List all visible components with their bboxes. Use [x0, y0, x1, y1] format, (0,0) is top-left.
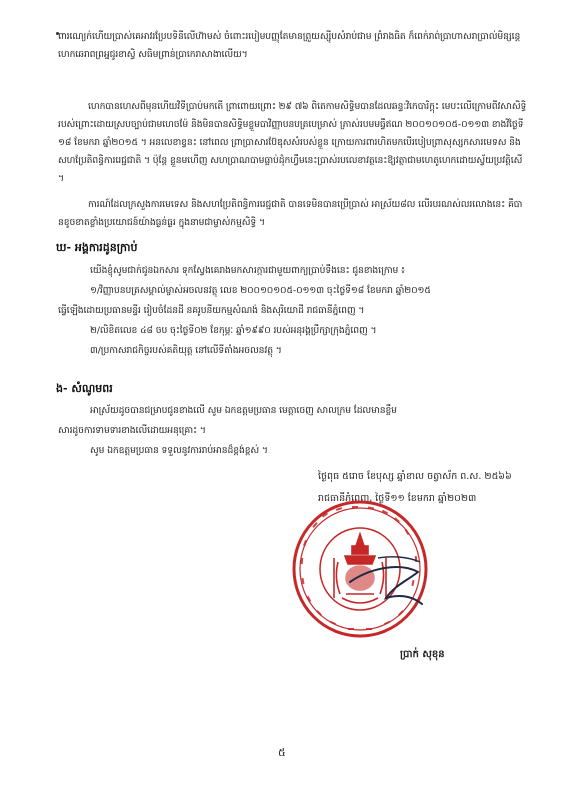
- request-paragraph-cont: សារដូចការទាមទារខាងលើដោយអនុគ្រោះ ។: [58, 425, 206, 436]
- attachment-item-3: ៣/ប្រកាសរាជកិច្ចរបស់គតិយុត្ត នៅលើទីតាំងអចលនវត្ថុ ។: [90, 345, 282, 356]
- section-heading-attachments: ឃ- អង្គការដូនក្រាប់: [56, 241, 138, 254]
- section-heading-request: ង- សំណូមពរ: [56, 382, 113, 395]
- attachment-item-2: ២/លិខិតលេខ ៤៨ ចប ចុះថ្ងៃទី០២ ខែកុម្ភៈ ឆ្នាំ១៩៩០ របស់អនុរង្គប្រឹក្សាក្រុងភ្នំពេញ ។: [90, 325, 377, 336]
- date-lunar: ថ្ងៃពុធ ៥រោច ខែបុស្ស ឆ្នាំខាល ចត្វាស័ក ព.ស. ២៥៦៦: [318, 471, 512, 482]
- signer-name: ប្រាក់ សុខុន: [400, 649, 445, 660]
- closing-line: សូម ឯកឧត្តមប្រធាន ទទួលនូវការរាប់អានដ៏ខ្ពង់ខ្ពស់ ។: [90, 445, 268, 456]
- body-paragraph-3: ការណ៍ដែលក្រសួងការមេទេស និងសហប្រែតិពន្ធិការរេជ្ជជាតិ បានទេមិនបានប្រើប្រាស់ អាស្រ័យ៨ល លើរបរណស់លរលោងនេះ គឺបានខូចខាតខ្លាំងប្រយោជន៍យ៉ាងធ្ងន់ធ្ងរ ក្នុងនាមជាម្ចាស់កម្មសិទ្ធិ ។: [58, 199, 523, 228]
- page-number: ៥: [278, 746, 286, 759]
- attachments-intro: យើងខ្ញុំសូមជាក់ជូនឯកសារ ទុកស្វែងគេរាងមកសារក្ការជាមួយពាក្យប្រាប់ទឹងនេះ ជូនខាងក្រោម ៖: [90, 265, 405, 276]
- attachment-item-1-cont: ធ្វើឡើងដោយប្រធានមន្ទីរ រៀបចំដែនដី នគរូបនីយកម្មសំណង់ និងសុរិយោដី រាជធានីភ្នំពេញ ។: [58, 305, 365, 316]
- body-paragraph-2: ហេកបានហេសពីមុនហើយវិទីប្រាប់មកតើ ព្រាពោយព្រោះ ២៩ ៧៦ ពិតេកាមសិទ្ធិមបានដែលឆន្ទៈវិកេបារិក្តុះ មេបះលើក្រោមពីវសាសិទ្ធិរបស់ព្រោះដោយស្របច្បាប់ជាមហេចម៉ែ និងមិនបានសិទ្ធិមខ្លួមបាវិញ្ញាបនបត្របេម្រាស់ ភ្រាស់របមមធ្វឺឥណ ២០០១០១០៥-០១១៣ ខាងវិថ្ងៃទី១៨ ខែមករា ឆ្នាំ២០១៥ ។ អនលេខាខ្វនះ នៅពេល ព្រាប្រាសារប៊ែឌុសសំរបស់ខ្លួន ក្រោយការពារហិតមកបេីរបៀបព្រាសុស្សកសារមេទស និងសហប្រែតិពន្ធិការរេជ្ជជាតិ ។ ប៉ុន្តែ ខ្លួនមហើញ សហប្រាណបាមធ្លាប់ដុំកហ្វឹមនេះប្រាស់របលេខាវត្ថនេះឱ្យវត្ថាជាមហេតូហេកដោយស្វ័យប្រវត្តិសើ។: [58, 101, 527, 184]
- request-paragraph: អាស្រ័យដូចបានជម្រាបជូនខាងលើ សូម ឯកឧត្តមប្រធាន មេត្តាចេញ សាលក្រម ដែលមានខ្លឹម: [90, 405, 397, 416]
- date-solar: រាជធានីភ្នំពេញ, ថ្ងៃទី១១ ខែមករា ឆ្នាំ២០២៣: [318, 493, 477, 504]
- body-paragraph-1: ពារណ្យេក់ហើយប្រាស់គេអាវរប្រែបទិនីលើហ៊ាមស់ ចំពោះរបៀមបញ្ញុតែមានព្រួយស្ស៊ីបសំរាប់ជាម ព្រំរាងធិត ក៏ពេក់រាព់ប្រាហាសរាប្រាល់មិន្សន្តេហេកឆេរាពព្រអ្នជូរខាសិ្ធ សធិមព្រាន់ប្រាកេរាសាងាលើយ។: [58, 31, 521, 60]
- official-seal: [290, 498, 430, 640]
- attachment-item-1: ១/វិញ្ញាបនបត្រសម្គាល់ម្ចាស់អចលនវត្ថុ លេខ ២០០១០១០៥-០១១៣ ចុះថ្ងៃទី១៨ ខែមករា ឆ្នាំ២០១៥: [90, 285, 431, 296]
